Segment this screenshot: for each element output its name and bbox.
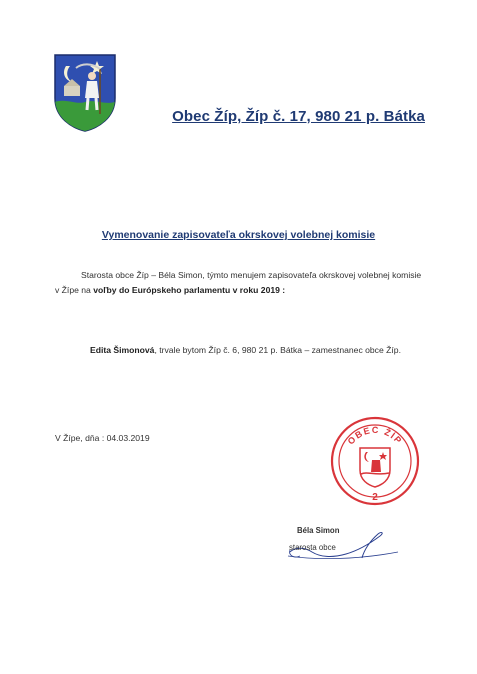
municipality-header: Obec Žíp, Žíp č. 17, 980 21 p. Bátka xyxy=(172,108,425,125)
appointee-name: Edita Šimonová xyxy=(90,345,155,355)
election-name: voľby do Európskeho parlamentu v roku 2019 : xyxy=(93,285,286,295)
appointment-paragraph xyxy=(55,268,427,298)
issue-date: V Žípe, dňa : 04.03.2019 xyxy=(55,433,150,443)
paragraph-line-1: Starosta obce Žíp – Béla Simon, týmto menujem zapisovateľa okrskovej volebnej komisie xyxy=(81,270,422,280)
stamp-number: 2 xyxy=(372,492,378,503)
stamp-text: OBEC ŽÍP xyxy=(345,424,405,447)
svg-text:OBEC ŽÍP xyxy=(346,425,405,447)
official-stamp-icon xyxy=(330,416,420,506)
signatory-name: Béla Simon xyxy=(297,526,340,535)
appointee-details: , trvale bytom Žíp č. 6, 980 21 p. Bátka – zamestnanec obce Žíp. xyxy=(154,345,401,355)
document-title: Vymenovanie zapisovateľa okrskovej volebnej komisie xyxy=(101,229,376,241)
paragraph-line-2-prefix: v Žípe na xyxy=(55,285,94,295)
signatory-role: starosta obce xyxy=(289,543,336,552)
appointee-line xyxy=(90,345,401,355)
coat-of-arms-icon xyxy=(52,52,118,132)
